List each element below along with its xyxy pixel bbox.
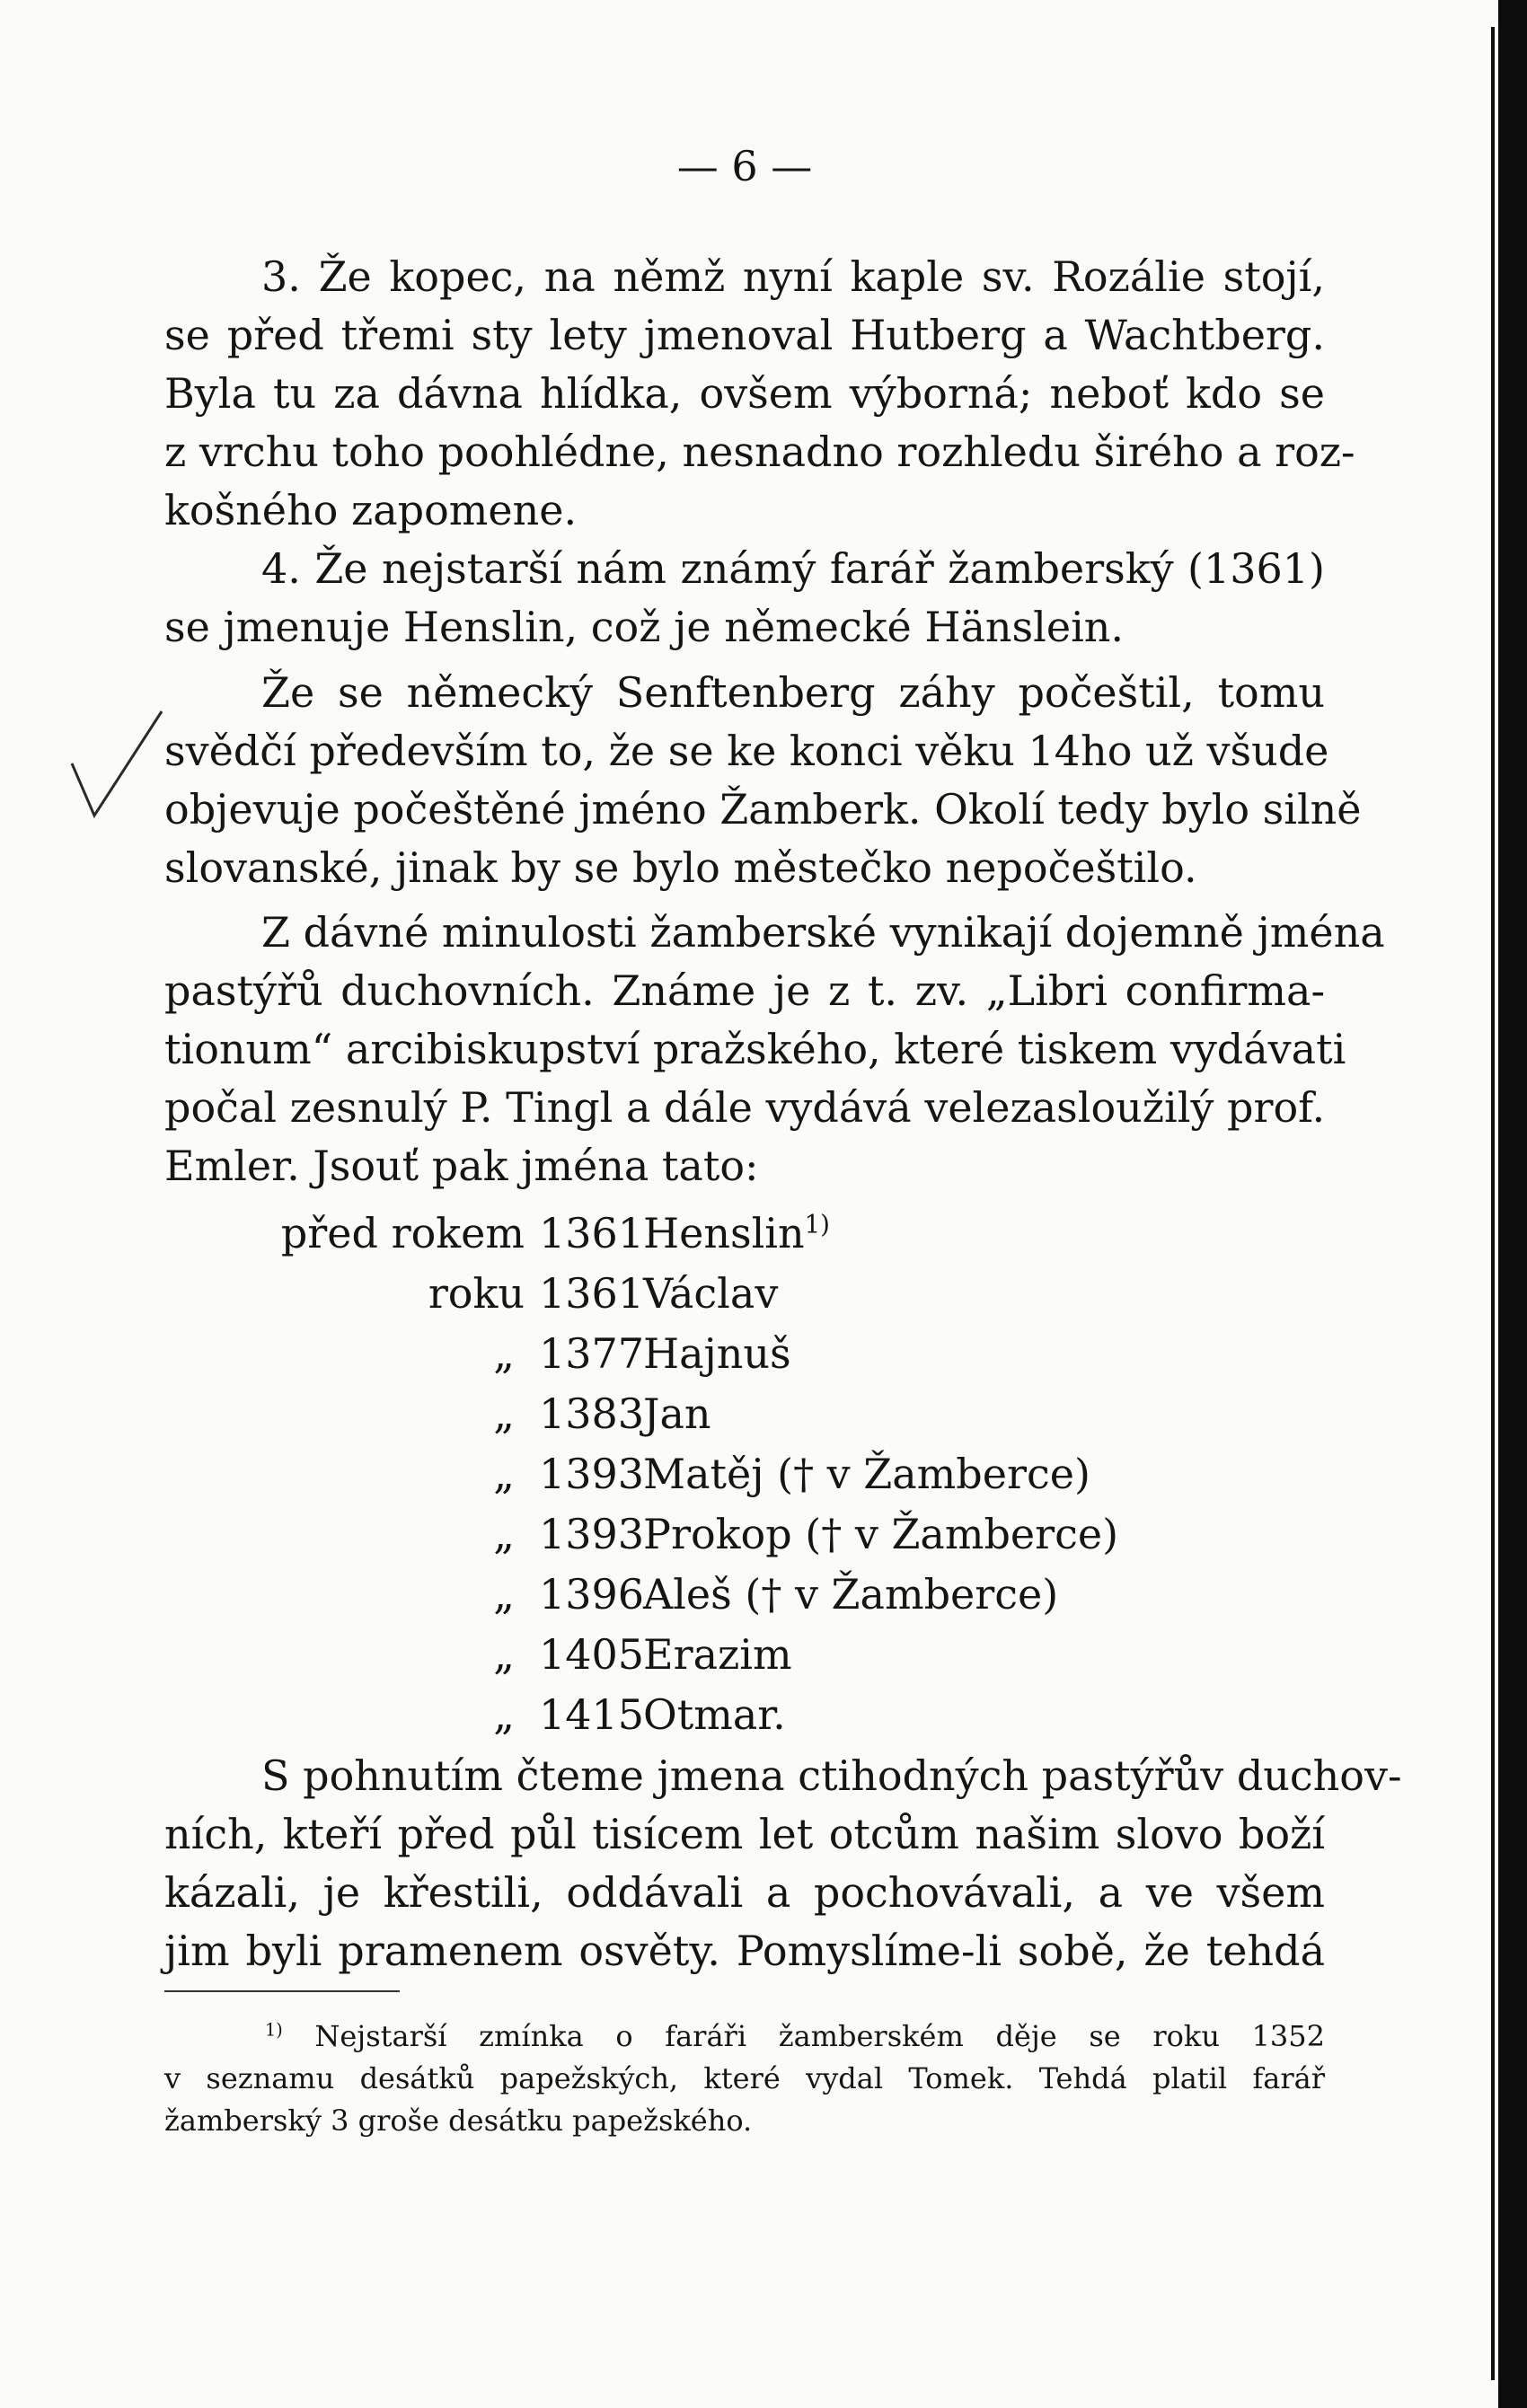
list-year: 1396 [539,1570,645,1619]
list-name [643,1206,830,1260]
text-line: Z dávné minulosti žamberské vynikají dojemně jména [261,908,1385,957]
list-name: Jan [643,1389,711,1438]
list-item [164,1447,1325,1501]
footnote-line: žamberský 3 groše desátku papežského. [164,2104,753,2138]
list-prefix: „ [493,1570,515,1619]
text-line: 4. Že nejstarší nám známý farář žamberský (1361) [261,544,1325,593]
list-year: 1361 [539,1209,645,1257]
text-line: objevuje počeštěné jméno Žamberk. Okolí tedy bylo silně [164,785,1362,834]
text-line: pastýřů duchovních. Známe je z t. zv. „Libri confirma- [164,966,1325,1015]
list-item [164,1627,1325,1681]
text-line: Emler. Jsouť pak jména tato: [164,1142,759,1190]
list-item [164,1507,1325,1561]
footnote-marker: 1) [265,2019,283,2041]
list-name: Erazim [643,1630,792,1679]
page-edge [1491,27,1498,2380]
list-name: Václav [643,1269,779,1318]
text-line: S pohnutím čteme jmena ctihodných pastýřův duchov- [261,1751,1402,1800]
list-year: 1405 [539,1630,645,1679]
list-prefix: roku [428,1269,525,1318]
list-item [164,1206,1325,1260]
list-name: Prokop († v Žamberce) [643,1510,1119,1558]
list-prefix: „ [493,1690,515,1739]
text-line: slovanské, jinak by se bylo městečko nepočeštilo. [164,843,1197,892]
list-name: Matěj († v Žamberce) [643,1450,1090,1498]
list-name: Aleš († v Žamberce) [643,1570,1059,1619]
text-line: počal zesnulý P. Tingl a dále vydává velezasloužilý prof. [164,1083,1326,1132]
page-number: — 6 — [676,142,813,190]
list-prefix: „ [493,1630,515,1679]
text-line: Že se německý Senftenberg záhy počeštil, tomu [261,668,1325,717]
text-line: svědčí především to, že se ke konci věku 14ho už všude [164,727,1329,775]
text-line: z vrchu toho poohlédne, nesnadno rozhledu širého a roz- [164,428,1355,476]
list-prefix: „ [493,1329,515,1378]
list-name: Hajnuš [643,1329,791,1378]
footnote-rule [164,1990,400,1992]
list-year: 1393 [539,1510,645,1558]
list-item [164,1387,1325,1441]
list-item [164,1688,1325,1742]
list-item [164,1266,1325,1320]
list-year: 1361 [539,1269,645,1318]
list-prefix: „ [493,1450,515,1498]
list-year: 1377 [539,1329,645,1378]
priest-name: Henslin [643,1209,805,1257]
text-line: Byla tu za dávna hlídka, ovšem výborná; neboť kdo se [164,369,1325,418]
list-item [164,1327,1325,1380]
text-line: kázali, je křestili, oddávali a pochovávali, a ve všem [164,1868,1325,1917]
list-year: 1383 [539,1389,645,1438]
list-item [164,1567,1325,1621]
text-line: 3. Že kopec, na němž nyní kaple sv. Rozálie stojí, [261,252,1325,301]
text-line: ních, kteří před půl tisícem let otcům našim slovo boží [164,1810,1325,1858]
list-year: 1393 [539,1450,645,1498]
text-line: jim byli pramenem osvěty. Pomyslíme-li sobě, že tehdá [164,1927,1325,1975]
pencil-check-mark [63,710,171,826]
list-prefix: „ [493,1389,515,1438]
footnote-ref: 1) [804,1209,830,1239]
list-prefix: „ [493,1510,515,1558]
text-line: košného zapomene. [164,486,578,534]
list-prefix: před rokem [280,1209,525,1257]
text-line: tionum“ arcibiskupství pražského, které tiskem vydávati [164,1025,1346,1073]
text-line: se před třemi sty lety jmenoval Hutberg a Wachtberg. [164,311,1325,359]
footnote-line: v seznamu desátků papežských, které vydal Tomek. Tehdá platil farář [164,2061,1325,2095]
scan-border [1498,0,1527,2408]
footnote-text: Nejstarší zmínka o faráři žamberském děje se roku 1352 [314,2019,1326,2053]
list-year: 1415 [539,1690,645,1739]
footnote-line [164,2016,1325,2056]
list-name: Otmar. [643,1690,786,1739]
text-line: se jmenuje Henslin, což je německé Hänslein. [164,603,1125,651]
